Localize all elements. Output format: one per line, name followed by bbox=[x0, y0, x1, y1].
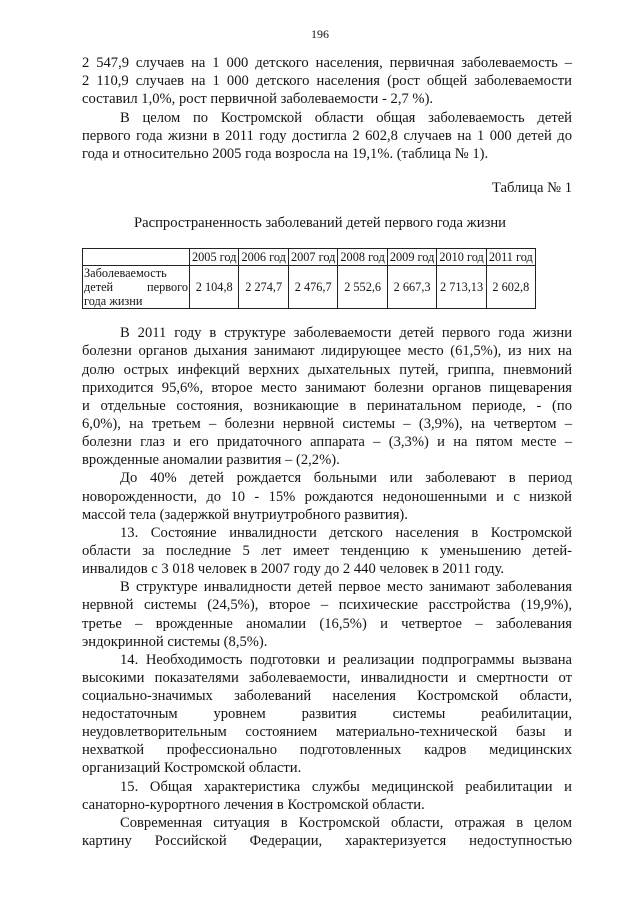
text-line: 15. Общая характеристика службы медицинской реабилитации и bbox=[120, 779, 572, 795]
text-line: новорожденности, до 10 - 15% рождаются недоношенными и с низкой bbox=[82, 489, 572, 505]
row-header-line: Заболеваемость bbox=[84, 266, 167, 280]
text-line: долю острых инфекций верхних дыхательных путей, гриппа, пневмоний bbox=[82, 362, 572, 378]
table-row-header bbox=[83, 266, 190, 309]
text-line: и отдельные состояния, возникающие в перинатальном периоде, - (по bbox=[82, 398, 572, 414]
text-line: 2 547,9 случаев на 1 000 детского населения, первичная заболеваемость – bbox=[82, 55, 572, 71]
table-label: Таблица № 1 bbox=[492, 180, 572, 196]
table-cell: 2 104,8 bbox=[190, 266, 239, 309]
text-line: области за последние 5 лет имеет тенденцию к уменьшению детей- bbox=[82, 543, 572, 559]
text-line: В структуре инвалидности детей первое место занимают заболевания bbox=[120, 579, 572, 595]
text-line: 13. Состояние инвалидности детского населения в Костромской bbox=[120, 525, 572, 541]
table-header-cell: 2008 год bbox=[338, 249, 387, 266]
text-line: До 40% детей рождается больными или заболевают в период bbox=[120, 470, 572, 486]
text-line: приходится 95,6%, второе место занимают болезни органов пищеварения bbox=[82, 380, 572, 396]
table-header-cell: 2009 год bbox=[387, 249, 436, 266]
text-line: недостаточным уровнем развития системы реабилитации, bbox=[82, 706, 572, 722]
text-line: составил 1,0%, рост первичной заболеваемости - 2,7 %). bbox=[82, 91, 434, 107]
text-line: высокими показателями заболеваемости, инвалидности и смертности от bbox=[82, 670, 572, 686]
row-header-line: детей первого bbox=[84, 280, 188, 294]
text-line: врожденные аномалии развития – (2,2%). bbox=[82, 452, 340, 468]
table-header-cell: 2005 год bbox=[190, 249, 239, 266]
text-line: эндокринной системы (8,5%). bbox=[82, 634, 268, 650]
data-table bbox=[82, 248, 536, 309]
text-line: В 2011 году в структуре заболеваемости детей первого года жизни bbox=[120, 325, 572, 341]
text-line: санаторно-курортного лечения в Костромской области. bbox=[82, 797, 425, 813]
text-line: организаций Костромской области. bbox=[82, 760, 302, 776]
text-line: массой тела (задержкой внутриутробного развития). bbox=[82, 507, 408, 523]
table-title: Распространенность заболеваний детей первого года жизни bbox=[134, 215, 506, 231]
table-cell: 2 713,13 bbox=[437, 266, 486, 309]
text-line: 2 110,9 случаев на 1 000 детского населения (рост общей заболеваемости bbox=[82, 73, 572, 89]
text-line: болезни органов дыхания занимают лидирующее место (61,5%), из них на bbox=[82, 343, 572, 359]
table-header-row bbox=[83, 249, 536, 266]
text-line: болезни глаз и его придаточного аппарата – (3,3%) и на пятом месте – bbox=[82, 434, 572, 450]
text-line: инвалидов с 3 018 человек в 2007 году до 2 440 человек в 2011 году. bbox=[82, 561, 505, 577]
table-header-cell: 2011 год bbox=[486, 249, 535, 266]
text-line: нервной системы (24,5%), второе – психические расстройства (19,9%), bbox=[82, 597, 572, 613]
text-line: первого года жизни в 2011 году достигла 2 602,8 случаев на 1 000 детей до bbox=[82, 128, 572, 144]
table-cell: 2 602,8 bbox=[486, 266, 535, 309]
table-cell: 2 274,7 bbox=[239, 266, 288, 309]
table-header-cell: 2007 год bbox=[288, 249, 337, 266]
text-line: неудовлетворительным состоянием материально-технической базы и bbox=[82, 724, 572, 740]
text-line: картину Российской Федерации, характеризуется недоступностью bbox=[82, 833, 572, 849]
table-header-cell: 2010 год bbox=[437, 249, 486, 266]
table-corner-cell bbox=[83, 249, 190, 266]
text-line: В целом по Костромской области общая заболеваемость детей bbox=[120, 110, 572, 126]
text-line: 6,0%), на третьем – болезни нервной системы – (3,9%), на четвертом – bbox=[82, 416, 572, 432]
row-header-line: года жизни bbox=[84, 294, 143, 308]
table-header-cell: 2006 год bbox=[239, 249, 288, 266]
table-cell: 2 552,6 bbox=[338, 266, 387, 309]
page-number: 196 bbox=[311, 27, 329, 41]
text-line: нехваткой профессионально подготовленных кадров медицинских bbox=[82, 742, 572, 758]
text-line: Современная ситуация в Костромской области, отражая в целом bbox=[120, 815, 572, 831]
text-line: третье – врожденные аномалии (16,5%) и четвертое – заболевания bbox=[82, 616, 572, 632]
text-line: социально-значимых заболеваний населения Костромской области, bbox=[82, 688, 572, 704]
text-line: 14. Необходимость подготовки и реализации подпрограммы вызвана bbox=[120, 652, 572, 668]
table-cell: 2 476,7 bbox=[288, 266, 337, 309]
table-row bbox=[83, 266, 536, 309]
text-line: года и относительно 2005 года возросла на 19,1%. (таблица № 1). bbox=[82, 146, 489, 162]
table-cell: 2 667,3 bbox=[387, 266, 436, 309]
